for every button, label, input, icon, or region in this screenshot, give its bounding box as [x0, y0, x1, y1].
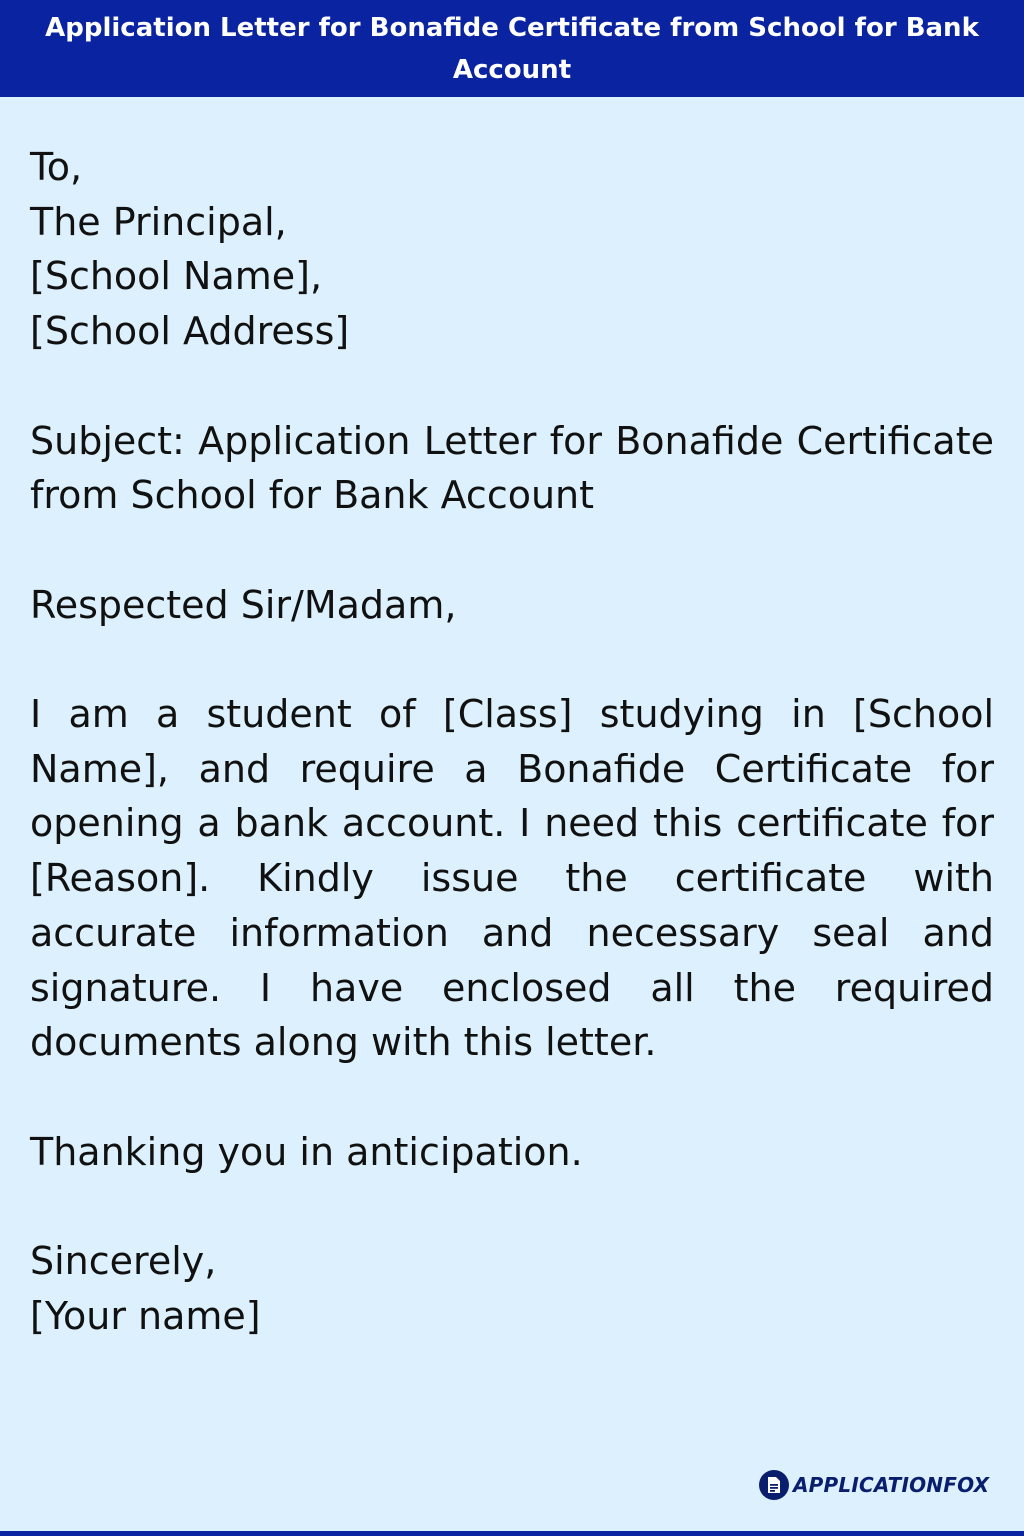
thanks-line: Thanking you in anticipation.	[30, 1129, 583, 1174]
address-line-recipient: The Principal,	[30, 199, 287, 244]
page-title: Application Letter for Bonafide Certificate from School for Bank Account	[45, 12, 979, 85]
footer-bar	[0, 1531, 1024, 1536]
subject-line: Subject: Application Letter for Bonafide Certificate from School for Bank Account	[30, 418, 994, 518]
brand-name: APPLICATIONFOX	[793, 1473, 990, 1497]
closing-line: Sincerely,	[30, 1238, 217, 1283]
body-paragraph: I am a student of [Class] studying in [School Name], and require a Bonafide Certificate for opening a bank account. I need this certificate for [Reason]. Kindly issue the certificate with accurate information and necessary seal and signature. I have enclosed all the required documents along with this letter.	[30, 691, 994, 1065]
document-icon	[759, 1470, 789, 1500]
brand-logo	[759, 1470, 989, 1500]
header-banner	[0, 0, 1024, 97]
address-line-school-name: [School Name],	[30, 254, 323, 299]
letter-body	[30, 140, 994, 1343]
signature-line: [Your name]	[30, 1293, 261, 1338]
address-line-to: To,	[30, 145, 83, 189]
salutation: Respected Sir/Madam,	[30, 582, 457, 627]
address-line-school-address: [School Address]	[30, 309, 350, 354]
